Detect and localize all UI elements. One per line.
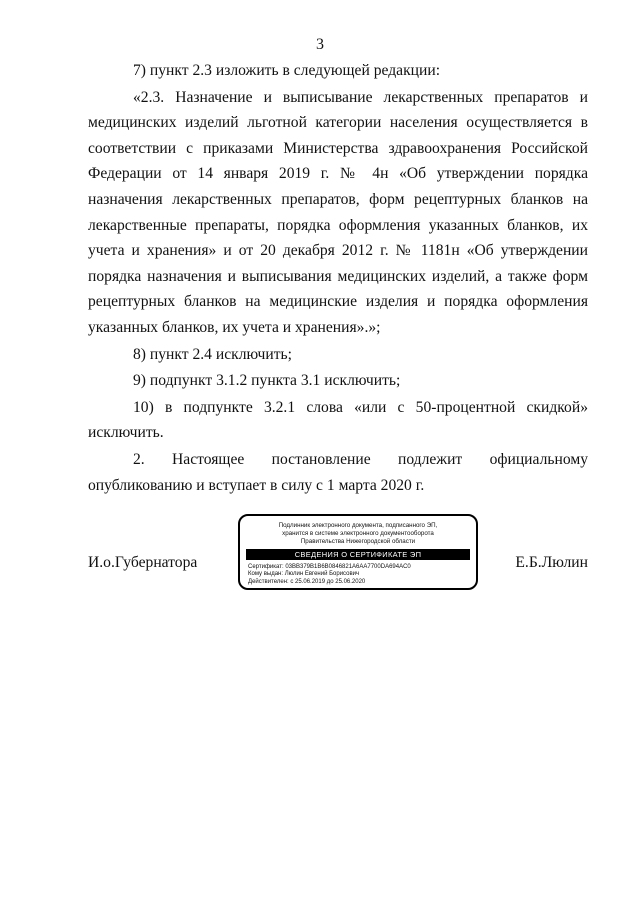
stamp-issued-to-label: Кому выдан: bbox=[248, 571, 284, 578]
paragraph-quoted-2-3: «2.3. Назначение и выписывание лекарственных препаратов и медицинских изделий льготной категории населения осуществляется в соответствии с приказами Министерства здравоохранения Российской Федерации от 14 января 2019 г. № 4н «Об утверждении порядка назначения лекарственных препаратов, форм рецептурных бланков на лекарственные препараты, порядка оформления указанных бланков, их учета и хранения» и от 20 декабря 2012 г. № 1181н «Об утверждении порядка назначения и выписывания медицинских изделий, а также форм рецептурных бланков на медицинские изделия и порядка оформления указанных бланков, их учета и хранения».»; bbox=[88, 88, 588, 336]
stamp-certificate-value: 03BB379B1B6B0846821A6AA7700DA694AC0 bbox=[285, 564, 411, 570]
stamp-header-line: Правительства Нижегородской области bbox=[300, 538, 416, 545]
signatory-position: И.о.Губернатора bbox=[88, 554, 198, 571]
page-number: 3 bbox=[316, 36, 324, 53]
stamp-title: СВЕДЕНИЯ О СЕРТИФИКАТЕ ЭП bbox=[246, 549, 470, 560]
paragraph-item-9: 9) подпункт 3.1.2 пункта 3.1 исключить; bbox=[133, 372, 401, 390]
signatory-name: Е.Б.Люлин bbox=[515, 554, 588, 571]
stamp-certificate-label: Сертификат: bbox=[248, 564, 284, 570]
signature-block bbox=[88, 514, 588, 594]
electronic-signature-stamp bbox=[238, 514, 478, 590]
stamp-issued-to-value: Люлин Евгений Борисович bbox=[284, 571, 360, 578]
stamp-valid-value: с 25.06.2019 до 25.06.2020 bbox=[290, 578, 366, 585]
paragraph-clause-2: 2. Настоящее постановление подлежит официальному опубликованию и вступает в силу с 1 марта 2020 г. bbox=[88, 450, 588, 494]
paragraph-item-7: 7) пункт 2.3 изложить в следующей редакции: bbox=[133, 62, 441, 79]
stamp-issued-to-row bbox=[248, 571, 468, 578]
stamp-header bbox=[240, 522, 476, 546]
stamp-header-line: Подлинник электронного документа, подписанного ЭП, bbox=[278, 522, 438, 529]
paragraph-item-8: 8) пункт 2.4 исключить; bbox=[133, 345, 292, 363]
stamp-header-line: хранится в системе электронного документооборота bbox=[282, 530, 434, 537]
stamp-valid-row bbox=[248, 579, 468, 586]
document-body bbox=[88, 58, 588, 498]
stamp-details bbox=[248, 564, 468, 586]
paragraph-item-10: 10) в подпункте 3.2.1 слова «или с 50-процентной скидкой» исключить. bbox=[88, 398, 588, 442]
stamp-valid-label: Действителен: bbox=[248, 578, 289, 585]
